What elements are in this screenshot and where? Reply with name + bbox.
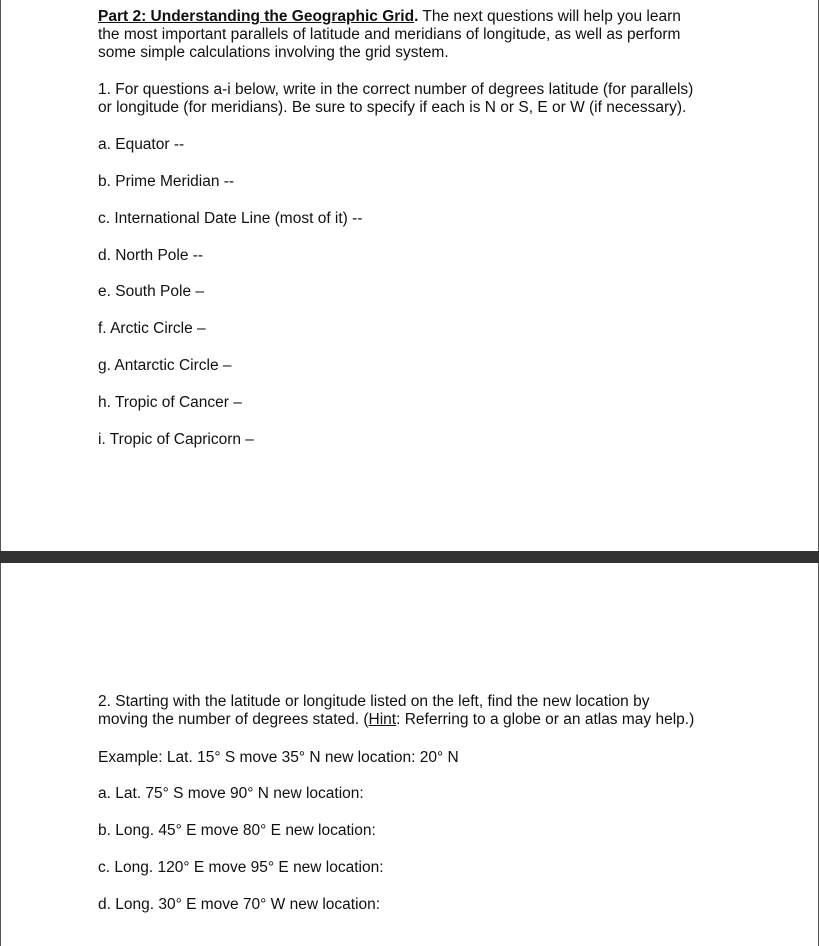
part2-title: Part 2: Understanding the Geographic Grid	[98, 8, 415, 25]
question2-line2-end: : Referring to a globe or an atlas may help.)	[396, 711, 695, 728]
part2-intro-text: The next questions will help you learn	[418, 8, 681, 25]
part2-intro-line1	[98, 8, 681, 26]
document-page-2	[0, 563, 819, 946]
q1-item-arctic-circle: f. Arctic Circle –	[98, 320, 206, 337]
q1-item-antarctic-circle: g. Antarctic Circle –	[98, 357, 232, 374]
page-separator	[0, 551, 819, 563]
question1-line1: 1. For questions a-i below, write in the correct number of degrees latitude (for parallels)	[98, 81, 694, 98]
part2-intro-line2: the most important parallels of latitude and meridians of longitude, as well as perform	[98, 26, 681, 43]
part2-title-period: .	[414, 8, 419, 25]
q2-item-c: c. Long. 120° E move 95° E new location:	[98, 859, 384, 876]
q2-item-b: b. Long. 45° E move 80° E new location:	[98, 822, 376, 839]
q1-item-tropic-of-cancer: h. Tropic of Cancer –	[98, 394, 242, 411]
q2-item-a: a. Lat. 75° S move 90° N new location:	[98, 785, 364, 802]
q1-item-south-pole: e. South Pole –	[98, 283, 204, 300]
part2-intro-line3: some simple calculations involving the grid system.	[98, 44, 449, 61]
question2-line2	[98, 711, 694, 729]
q1-item-prime-meridian: b. Prime Meridian --	[98, 173, 235, 190]
q1-item-north-pole: d. North Pole --	[98, 247, 204, 264]
q2-example: Example: Lat. 15° S move 35° N new location: 20° N	[98, 749, 459, 766]
hint-label: Hint	[368, 711, 397, 728]
q1-item-equator: a. Equator --	[98, 136, 185, 153]
q1-item-tropic-of-capricorn: i. Tropic of Capricorn –	[98, 431, 254, 448]
q2-item-d: d. Long. 30° E move 70° W new location:	[98, 896, 381, 913]
question2-line2-start: moving the number of degrees stated. (	[98, 711, 369, 728]
q1-item-international-date-line: c. International Date Line (most of it) --	[98, 210, 363, 227]
question1-line2: or longitude (for meridians). Be sure to specify if each is N or S, E or W (if necessary).	[98, 99, 687, 116]
question2-line1: 2. Starting with the latitude or longitude listed on the left, find the new location by	[98, 693, 650, 710]
